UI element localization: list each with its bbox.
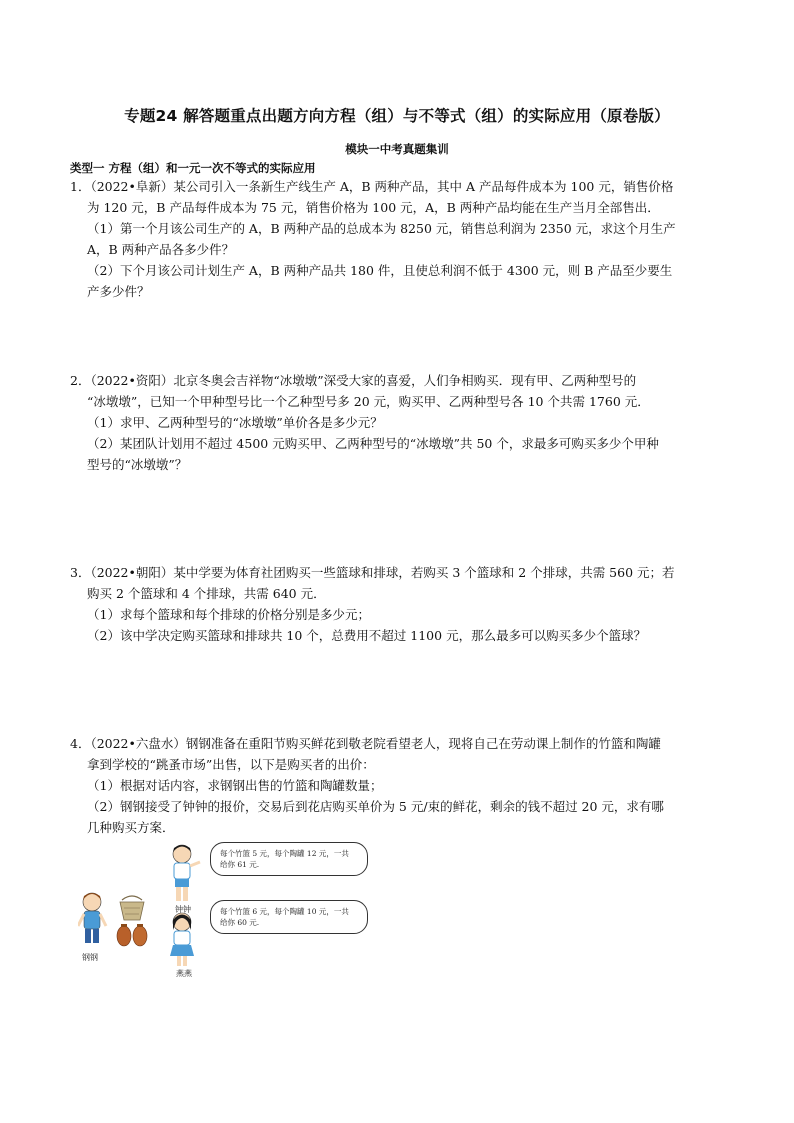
question-2-line1: 2．（2022•资阳）北京冬奥会吉祥物“冰墩墩”深受大家的喜爱，人们争相购买．现有甲、乙两种型号的 [70, 373, 637, 388]
question-2-line2: “冰墩墩”，已知一个甲种型号比一个乙种型号多 20 元，购买甲、乙两种型号各 10 个共需 1760 元． [87, 394, 650, 409]
speech-bubble-third [210, 900, 368, 934]
bubble-1-line-1: 每个竹篮 5 元，每个陶罐 12 元，一共 [220, 849, 349, 858]
type-heading: 类型一 方程（组）和一元一次不等式的实际应用 [70, 161, 316, 175]
label-zhong: 钟钟 [175, 905, 191, 914]
question-3 [70, 562, 724, 646]
girl-zhong-figure [173, 845, 200, 901]
question-1-part1: （1）第一个月该公司生产的 A，B 两种产品的总成本为 8250 元，销售总利润为 2350 元，求这个月生产 [87, 221, 676, 236]
bubble-2-line-2: 给你 60 元. [220, 918, 260, 927]
label-third: 燕燕 [176, 969, 192, 978]
question-2-part1: （1）求甲、乙两种型号的“冰墩墩”单价各是多少元？ [87, 415, 383, 430]
question-4 [70, 733, 724, 838]
module-heading: 模块一中考真题集训 [345, 142, 449, 156]
document-title: 专题24 解答题重点出题方向方程（组）与不等式（组）的实际应用（原卷版） [124, 107, 670, 125]
dialogue-illustration [78, 838, 368, 978]
characters-drawing [78, 838, 218, 978]
question-2-part2-cont: 型号的“冰墩墩”？ [87, 457, 188, 472]
bubble-1-line-2: 给你 61 元. [220, 860, 260, 869]
bamboo-basket-drawing [120, 896, 144, 920]
question-1-part2-cont: 产多少件？ [87, 284, 150, 299]
question-4-part2: （2）钢钢接受了钟钟的报价，交易后到花店购买单价为 5 元/束的鲜花，剩余的钱不超过 20 元，求有哪 [87, 799, 664, 814]
question-4-part2-cont: 几种购买方案． [87, 820, 175, 835]
boy-gang-figure [78, 893, 106, 943]
question-3-line2: 购买 2 个篮球和 4 个排球，共需 640 元． [87, 586, 326, 601]
question-2 [70, 370, 724, 475]
question-1 [70, 176, 724, 302]
question-1-part2: （2）下个月该公司计划生产 A，B 两种产品共 180 件，且使总利润不低于 4300 元，则 B 产品至少要生 [87, 263, 673, 278]
question-4-line1: 4．（2022•六盘水）钢钢准备在重阳节购买鲜花到敬老院看望老人，现将自己在劳动课上制作的竹篮和陶罐 [70, 736, 661, 751]
question-1-part1-cont: A，B 两种产品各多少件？ [87, 242, 235, 257]
question-2-part2: （2）某团队计划用不超过 4500 元购买甲、乙两种型号的“冰墩墩”共 50 个，求最多可购买多少个甲种 [87, 436, 659, 451]
clay-jars-drawing [117, 924, 147, 946]
bubble-2-line-1: 每个竹篮 6 元，每个陶罐 10 元，一共 [220, 907, 349, 916]
question-4-part1: （1）根据对话内容，求钢钢出售的竹篮和陶罐数量； [87, 778, 383, 793]
question-1-line2: 为 120 元，B 产品每件成本为 75 元，销售价格为 100 元，A，B 两种产品均能在生产当月全部售出． [87, 200, 660, 215]
girl-third-figure [170, 913, 194, 966]
speech-bubble-zhong [210, 842, 368, 876]
question-1-line1: 1．（2022•阜新）某公司引入一条新生产线生产 A，B 两种产品，其中 A 产品每件成本为 100 元，销售价格 [70, 179, 674, 194]
question-4-line2: 拿到学校的“跳蚤市场”出售，以下是购买者的出价： [87, 757, 375, 772]
label-gang: 钢钢 [82, 953, 98, 962]
question-3-line1: 3．（2022•朝阳）某中学要为体育社团购买一些篮球和排球，若购买 3 个篮球和 2 个排球，共需 560 元；若 [70, 565, 675, 580]
question-3-part1: （1）求每个篮球和每个排球的价格分别是多少元； [87, 607, 370, 622]
question-3-part2: （2）该中学决定购买篮球和排球共 10 个，总费用不超过 1100 元，那么最多可以购买多少个篮球？ [87, 628, 647, 643]
